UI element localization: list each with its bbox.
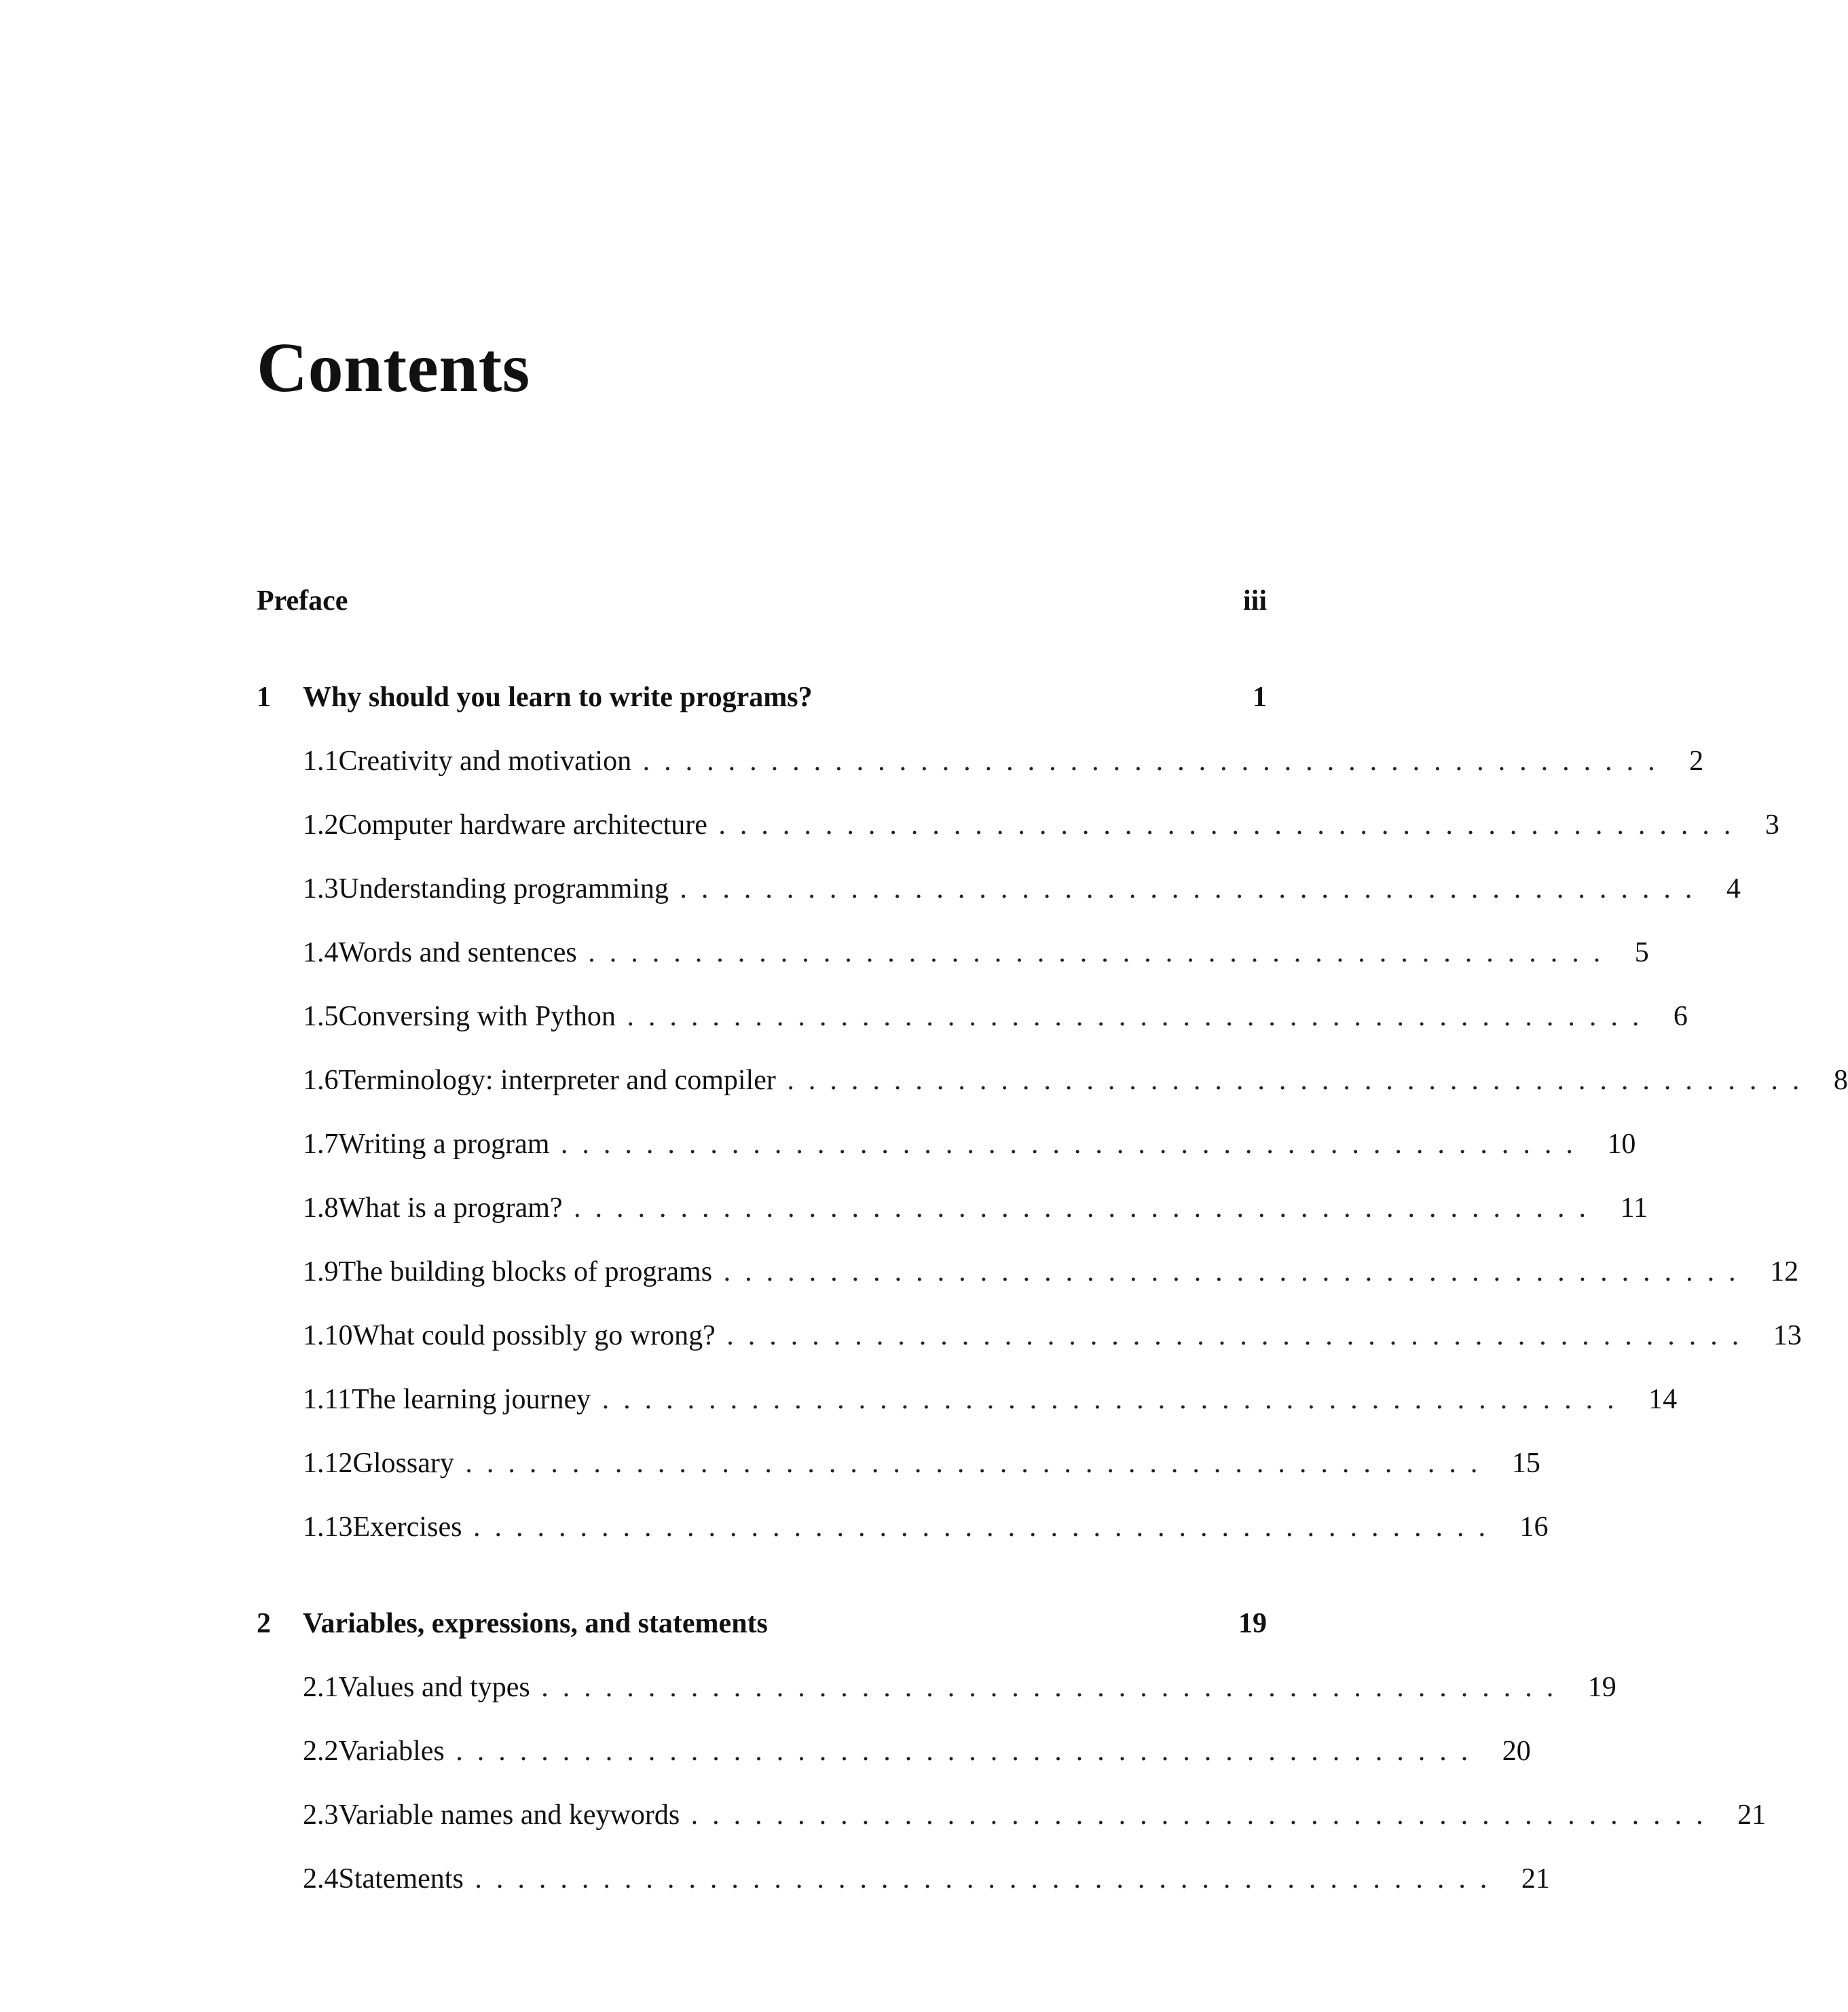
dot-leader: . . . . . . . . . . . . . . . . . . . . . . . . . . . . . . . . . . . . . . . . . . . . . . . . xyxy=(574,1192,1587,1224)
toc-entry-page-number: 6 xyxy=(1673,1001,1688,1032)
toc-entry-title: The learning journey xyxy=(351,1384,591,1415)
toc-entry-number: 2 xyxy=(257,1608,271,1639)
page-title: Contents xyxy=(257,329,530,407)
dot-leader: . . . . . . . . . . . . . . . . . . . . . . . . . . . . . . . . . . . . . . . . . . . . . . . . xyxy=(588,937,1601,968)
toc-entry-title: Understanding programming xyxy=(338,873,669,904)
toc-entry-number: 1.7 xyxy=(303,1129,339,1160)
toc-entry-title: Creativity and motivation xyxy=(338,746,632,777)
toc-entry-number: 1.12 xyxy=(303,1448,353,1479)
toc-entry-page-number: 21 xyxy=(1521,1863,1550,1895)
toc-entry-page-number: 14 xyxy=(1648,1384,1678,1415)
dot-leader: . . . . . . . . . . . . . . . . . . . . . . . . . . . . . . . . . . . . . . . . . . . . . . . . xyxy=(723,1256,1736,1287)
dot-leader: . . . . . . . . . . . . . . . . . . . . . . . . . . . . . . . . . . . . . . . . . . . . . . . . xyxy=(560,1129,1573,1160)
toc-section-row[interactable] xyxy=(257,1443,1540,1484)
toc-section-row[interactable] xyxy=(257,1188,1648,1228)
toc-entry-title: Computer hardware architecture xyxy=(338,809,707,841)
toc-section-row[interactable] xyxy=(257,1859,1550,1899)
toc-section-row[interactable] xyxy=(257,1124,1636,1165)
dot-leader: . . . . . . . . . . . . . . . . . . . . . . . . . . . . . . . . . . . . . . . . . . . . . . . . xyxy=(602,1384,1614,1415)
toc-chapter-row[interactable] xyxy=(257,581,1267,621)
toc-entry-page-number: 1 xyxy=(1253,682,1267,713)
toc-entry-page-number: 2 xyxy=(1689,746,1704,777)
toc-entry-title: Exercises xyxy=(352,1512,462,1543)
toc-chapter-row[interactable] xyxy=(257,1603,1267,1644)
toc-entry-number: 2.1 xyxy=(303,1672,339,1703)
toc-entry-title: What could possibly go wrong? xyxy=(352,1320,716,1351)
toc-entry-number: 1.2 xyxy=(303,809,339,841)
toc-entry-number: 1.1 xyxy=(303,746,339,777)
toc-entry-page-number: 4 xyxy=(1726,873,1741,904)
toc-section-row[interactable] xyxy=(257,805,1779,845)
toc-section-row[interactable] xyxy=(257,1251,1799,1292)
dot-leader: . . . . . . . . . . . . . . . . . . . . . . . . . . . . . . . . . . . . . . . . . . . . . . . . xyxy=(726,1320,1739,1351)
dot-leader: . . . . . . . . . . . . . . . . . . . . . . . . . . . . . . . . . . . . . . . . . . . . . . . . xyxy=(680,873,1693,904)
toc-entry-page-number: 21 xyxy=(1737,1799,1767,1831)
toc-entry-number: 1.3 xyxy=(303,873,339,904)
toc-entry-number: 1 xyxy=(257,682,271,713)
dot-leader: . . . . . . . . . . . . . . . . . . . . . . . . . . . . . . . . . . . . . . . . . . . . . . . . xyxy=(456,1736,1468,1767)
dot-leader: . . . . . . . . . . . . . . . . . . . . . . . . . . . . . . . . . . . . . . . . . . . . . . . . xyxy=(787,1065,1800,1096)
toc-entry-title: Writing a program xyxy=(338,1129,550,1160)
toc-entry-page-number: iii xyxy=(1242,585,1267,617)
toc-entry-title: What is a program? xyxy=(338,1192,563,1224)
toc-section-row[interactable] xyxy=(257,1667,1616,1708)
toc-entry-number: 2.2 xyxy=(303,1736,339,1767)
toc-section-row[interactable] xyxy=(257,1379,1678,1420)
dot-leader: . . . . . . . . . . . . . . . . . . . . . . . . . . . . . . . . . . . . . . . . . . . . . . . . xyxy=(690,1799,1703,1831)
toc-entry-page-number: 3 xyxy=(1764,809,1779,841)
dot-leader: . . . . . . . . . . . . . . . . . . . . . . . . . . . . . . . . . . . . . . . . . . . . . . . . xyxy=(475,1863,1487,1895)
toc-entry-page-number: 8 xyxy=(1833,1065,1848,1096)
toc-entry-page-number: 12 xyxy=(1770,1256,1799,1287)
toc-entry-number: 1.5 xyxy=(303,1001,339,1032)
toc-entry-title: Variables xyxy=(338,1736,445,1767)
toc-section-row[interactable] xyxy=(257,932,1649,973)
toc-section-row[interactable] xyxy=(257,1731,1531,1772)
dot-leader: . . . . . . . . . . . . . . . . . . . . . . . . . . . . . . . . . . . . . . . . . . . . . . . . xyxy=(473,1512,1485,1543)
toc-section-row[interactable] xyxy=(257,868,1741,909)
toc-entry-title: Glossary xyxy=(352,1448,454,1479)
toc-entry-title: Why should you learn to write programs? xyxy=(303,682,813,713)
dot-leader: . . . . . . . . . . . . . . . . . . . . . . . . . . . . . . . . . . . . . . . . . . . . . . . . xyxy=(627,1001,1640,1032)
toc-section-row[interactable] xyxy=(257,1315,1802,1356)
toc-entry-page-number: 19 xyxy=(1238,1608,1267,1639)
toc-entry-page-number: 16 xyxy=(1519,1512,1549,1543)
toc-entry-page-number: 19 xyxy=(1587,1672,1616,1703)
dot-leader: . . . . . . . . . . . . . . . . . . . . . . . . . . . . . . . . . . . . . . . . . . . . . . . . xyxy=(718,809,1731,841)
toc-entry-number: 1.11 xyxy=(303,1384,352,1415)
toc-entry-number: 1.4 xyxy=(303,937,339,968)
toc-entry-number: 1.13 xyxy=(303,1512,353,1543)
toc-entry-number: 2.4 xyxy=(303,1863,339,1895)
dot-leader: . . . . . . . . . . . . . . . . . . . . . . . . . . . . . . . . . . . . . . . . . . . . . . . . xyxy=(642,746,1655,777)
toc-section-row[interactable] xyxy=(257,741,1704,782)
toc-entry-title: Variable names and keywords xyxy=(338,1799,680,1831)
toc-section-row[interactable] xyxy=(257,1060,1848,1101)
toc-entry-number: 2.3 xyxy=(303,1799,339,1831)
toc-entry-number: 1.10 xyxy=(303,1320,353,1351)
toc-entry-title: The building blocks of programs xyxy=(338,1256,713,1287)
toc-section-row[interactable] xyxy=(257,1795,1767,1835)
toc-entry-title: Variables, expressions, and statements xyxy=(303,1608,768,1639)
toc-entry-page-number: 13 xyxy=(1773,1320,1802,1351)
toc-entry-title: Terminology: interpreter and compiler xyxy=(338,1065,776,1096)
dot-leader: . . . . . . . . . . . . . . . . . . . . . . . . . . . . . . . . . . . . . . . . . . . . . . . . xyxy=(465,1448,1478,1479)
toc-entry-page-number: 10 xyxy=(1607,1129,1636,1160)
toc-entry-page-number: 20 xyxy=(1502,1736,1531,1767)
toc-entry-title: Values and types xyxy=(338,1672,530,1703)
toc-entry-page-number: 5 xyxy=(1634,937,1649,968)
toc-section-row[interactable] xyxy=(257,1507,1549,1548)
toc-entry-number: 1.6 xyxy=(303,1065,339,1096)
dot-leader: . . . . . . . . . . . . . . . . . . . . . . . . . . . . . . . . . . . . . . . . . . . . . . . . xyxy=(541,1672,1554,1703)
toc-entry-page-number: 11 xyxy=(1620,1192,1648,1224)
toc-entry-number: 1.8 xyxy=(303,1192,339,1224)
toc-entry-title: Statements xyxy=(338,1863,464,1895)
toc-chapter-row[interactable] xyxy=(257,677,1267,718)
toc-entry-title: Words and sentences xyxy=(338,937,577,968)
toc-entry-title: Preface xyxy=(257,585,348,617)
toc-section-row[interactable] xyxy=(257,996,1688,1037)
toc-entry-page-number: 15 xyxy=(1511,1448,1540,1479)
toc-entry-number: 1.9 xyxy=(303,1256,339,1287)
toc-entry-title: Conversing with Python xyxy=(338,1001,616,1032)
